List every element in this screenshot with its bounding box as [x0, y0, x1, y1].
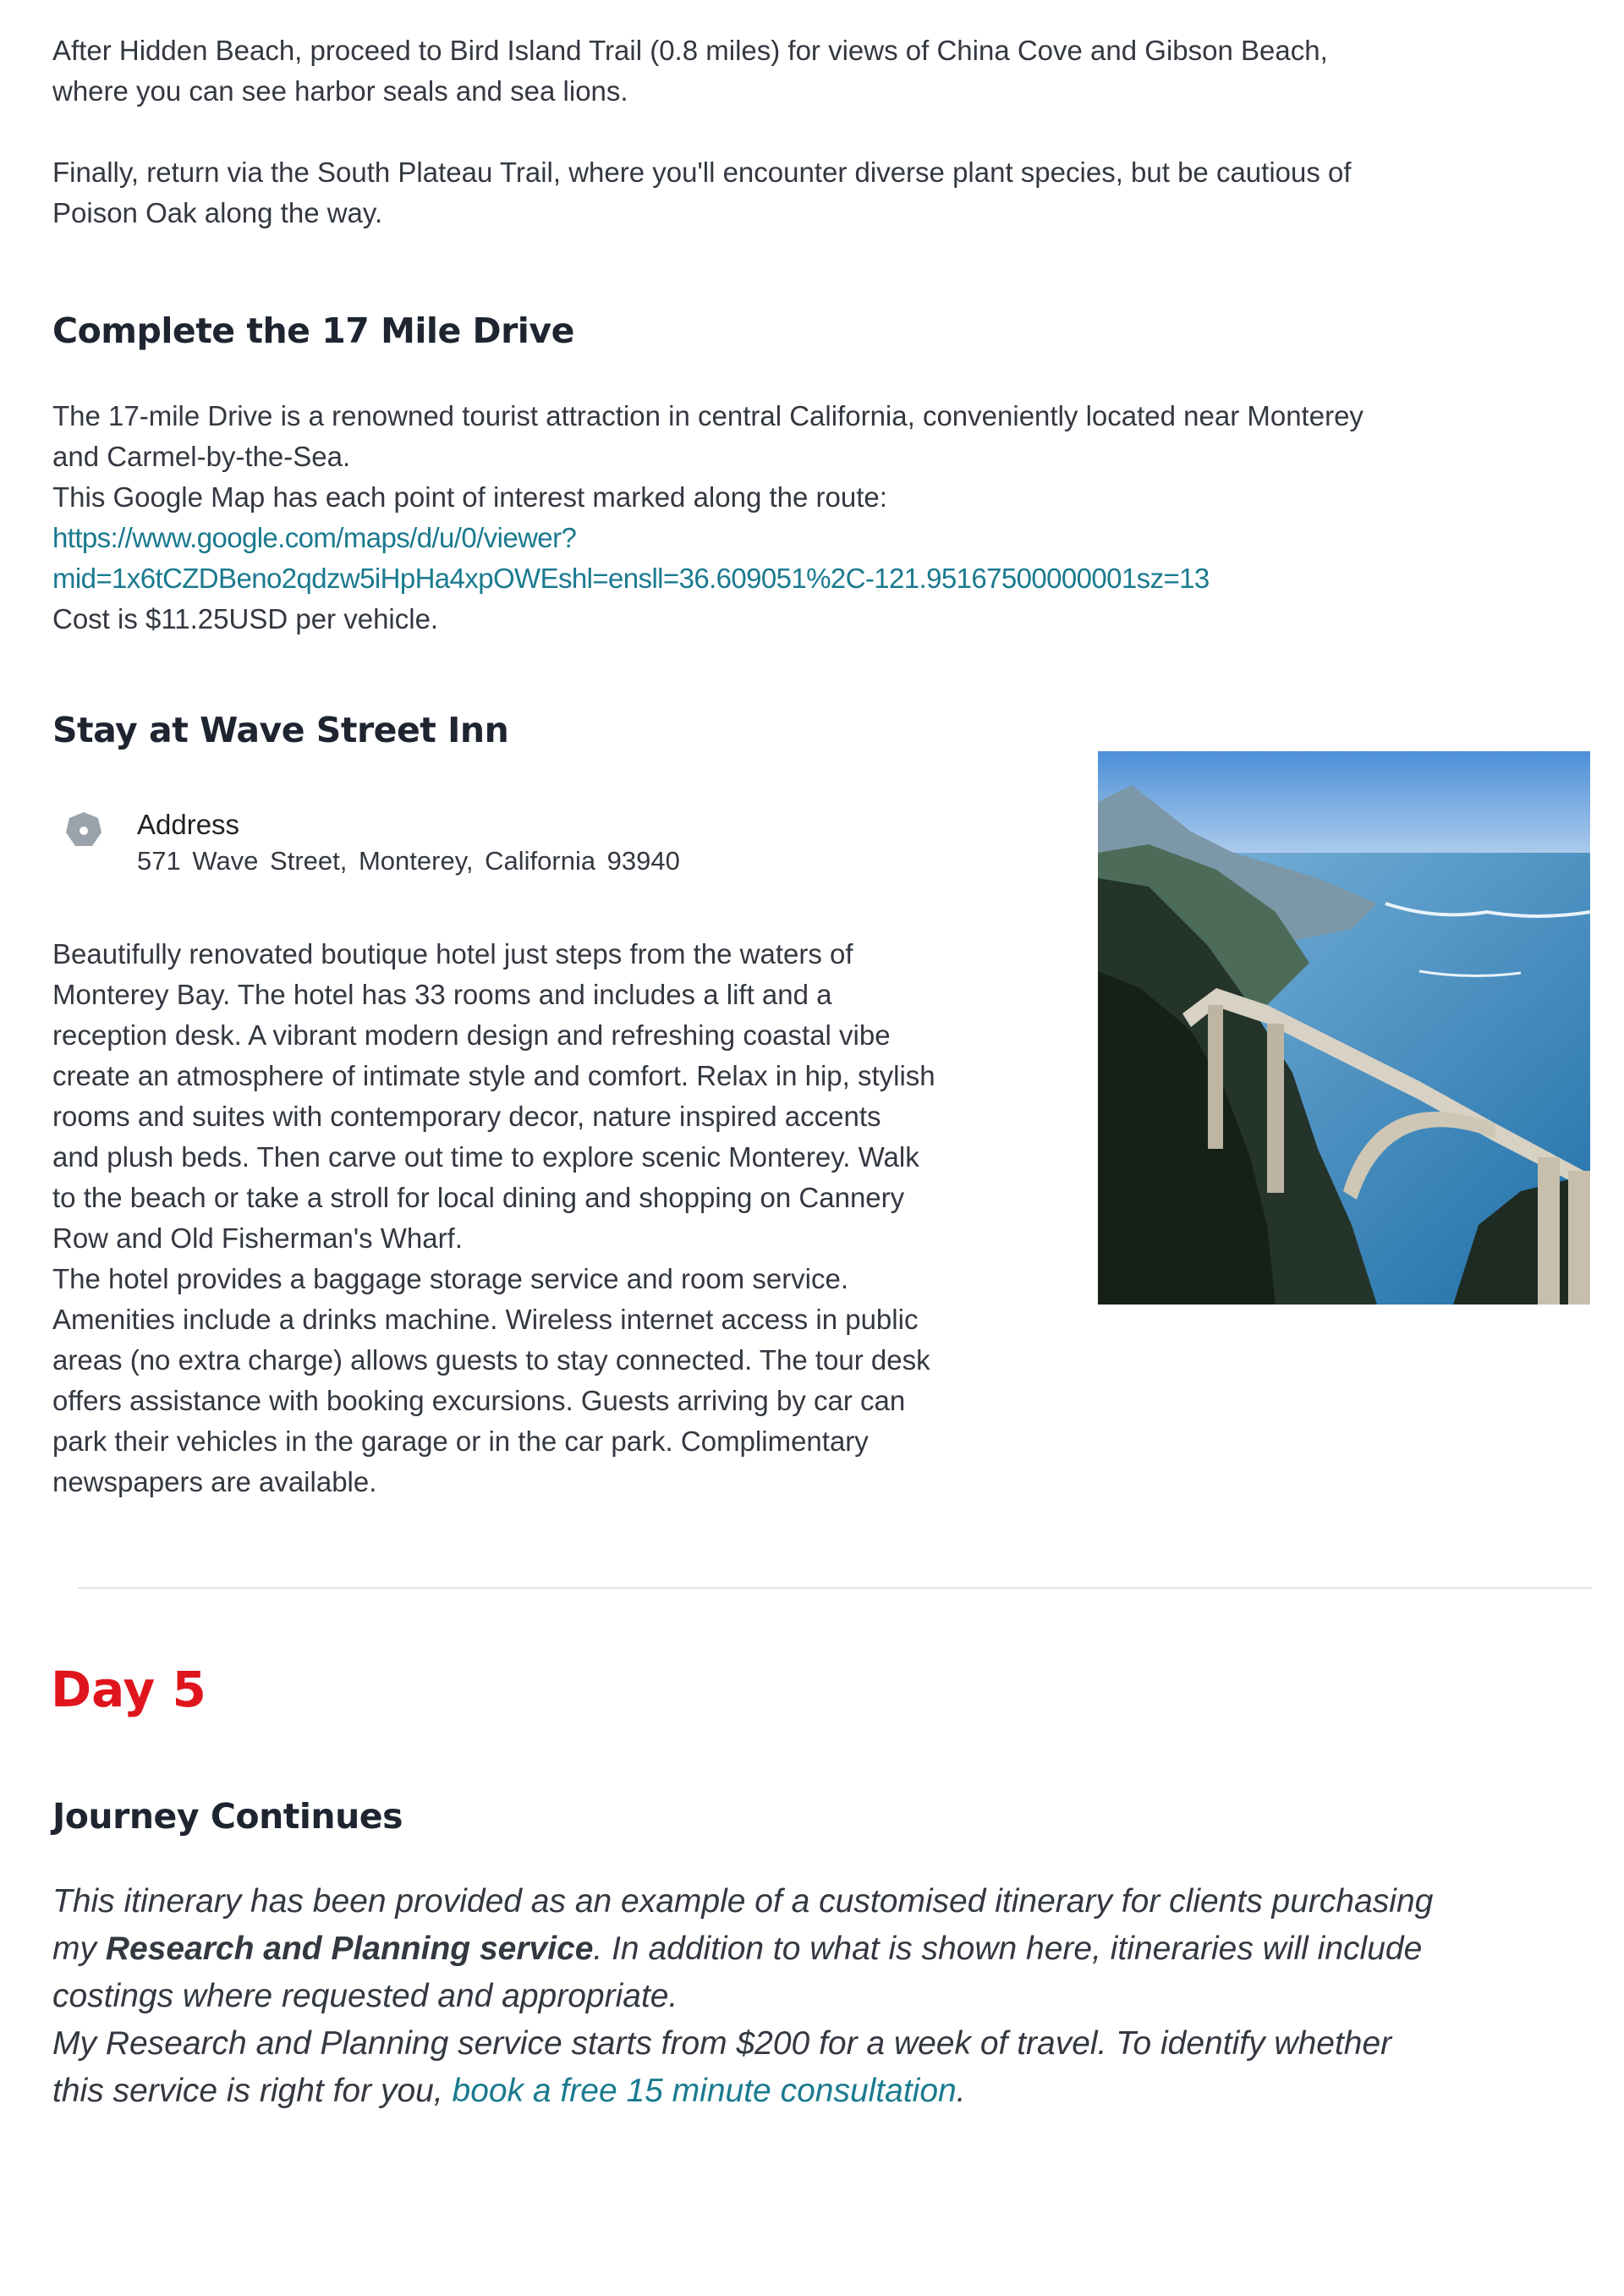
paragraph-line: newspapers are available. [52, 1466, 377, 1497]
paragraph-line: Finally, return via the South Plateau Trail, where you'll encounter diverse plant species, but be cautious of [52, 157, 1352, 188]
address-value: 571 Wave Street, Monterey, California 93940 [137, 846, 680, 876]
paragraph-line: and plush beds. Then carve out time to explore scenic Monterey. Walk [52, 1141, 919, 1173]
consultation-link[interactable]: book a free 15 minute consultation [452, 2073, 957, 2109]
service-note-text: . [956, 2073, 966, 2109]
paragraph-line: The hotel provides a baggage storage service and room service. [52, 1263, 849, 1294]
google-map-link-line[interactable]: mid=1x6tCZDBeno2qdzw5iHpHa4xpOWEshl=ensll=36.609051%2C-121.95167500000001sz=13 [52, 563, 1210, 594]
section-divider [78, 1587, 1592, 1589]
drive-cost: Cost is $11.25USD per vehicle. [52, 603, 439, 634]
journey-heading: Journey Continues [52, 1796, 403, 1837]
paragraph-line: Row and Old Fisherman's Wharf. [52, 1222, 463, 1254]
paragraph-line: Beautifully renovated boutique hotel just steps from the waters of [52, 938, 853, 969]
address-label: Address [137, 809, 240, 840]
hotel-heading: Stay at Wave Street Inn [52, 710, 509, 750]
paragraph-line: and Carmel-by-the-Sea. [52, 441, 351, 472]
south-plateau-paragraph [52, 152, 1524, 233]
paragraph-line: Amenities include a drinks machine. Wireless internet access in public [52, 1304, 919, 1335]
paragraph-line: areas (no extra charge) allows guests to stay connected. The tour desk [52, 1344, 930, 1376]
service-note-text: this service is right for you, [52, 2073, 453, 2109]
day-title: Day 5 [51, 1661, 206, 1718]
paragraph-line: where you can see harbor seals and sea lions. [52, 75, 628, 107]
paragraph-line: Poison Oak along the way. [52, 197, 383, 228]
drive-description [52, 396, 1524, 640]
service-name: Research and Planning service [105, 1931, 594, 1967]
paragraph-line: Monterey Bay. The hotel has 33 rooms and includes a lift and a [52, 979, 832, 1010]
drive-heading: Complete the 17 Mile Drive [52, 310, 574, 351]
paragraph-line: After Hidden Beach, proceed to Bird Island Trail (0.8 miles) for views of China Cove and Gibson Beach, [52, 35, 1328, 66]
paragraph-line: park their vehicles in the garage or in the car park. Complimentary [52, 1425, 869, 1457]
service-note-line: My Research and Planning service starts from $200 for a week of travel. To identify whether [52, 2025, 1392, 2062]
service-note-line [52, 2068, 1558, 2115]
paragraph-line: This Google Map has each point of interest marked along the route: [52, 481, 887, 513]
paragraph-line: offers assistance with booking excursions. Guests arriving by car can [52, 1385, 906, 1416]
paragraph-line: rooms and suites with contemporary decor, nature inspired accents [52, 1101, 881, 1132]
google-map-link-line[interactable]: https://www.google.com/maps/d/u/0/viewer? [52, 522, 577, 553]
location-pin-icon [64, 810, 103, 849]
hotel-description [52, 934, 1051, 1502]
paragraph-line: reception desk. A vibrant modern design and refreshing coastal vibe [52, 1019, 891, 1051]
google-map-link[interactable] [52, 518, 1524, 599]
service-note [52, 1878, 1558, 2115]
paragraph-line: create an atmosphere of intimate style and comfort. Relax in hip, stylish [52, 1060, 935, 1091]
coastal-bridge-photo [1098, 751, 1590, 1305]
paragraph-line: to the beach or take a stroll for local dining and shopping on Cannery [52, 1182, 905, 1213]
service-note-line [52, 1925, 1558, 1973]
bird-island-paragraph [52, 30, 1524, 112]
service-note-line: costings where requested and appropriate. [52, 1978, 678, 2014]
paragraph-line: The 17-mile Drive is a renowned tourist attraction in central California, conveniently located near Monterey [52, 400, 1363, 431]
service-note-line: This itinerary has been provided as an example of a customised itinerary for clients purchasing [52, 1883, 1434, 1920]
service-note-text: . In addition to what is shown here, itineraries will include [593, 1931, 1423, 1967]
service-note-text: my [52, 1931, 106, 1967]
